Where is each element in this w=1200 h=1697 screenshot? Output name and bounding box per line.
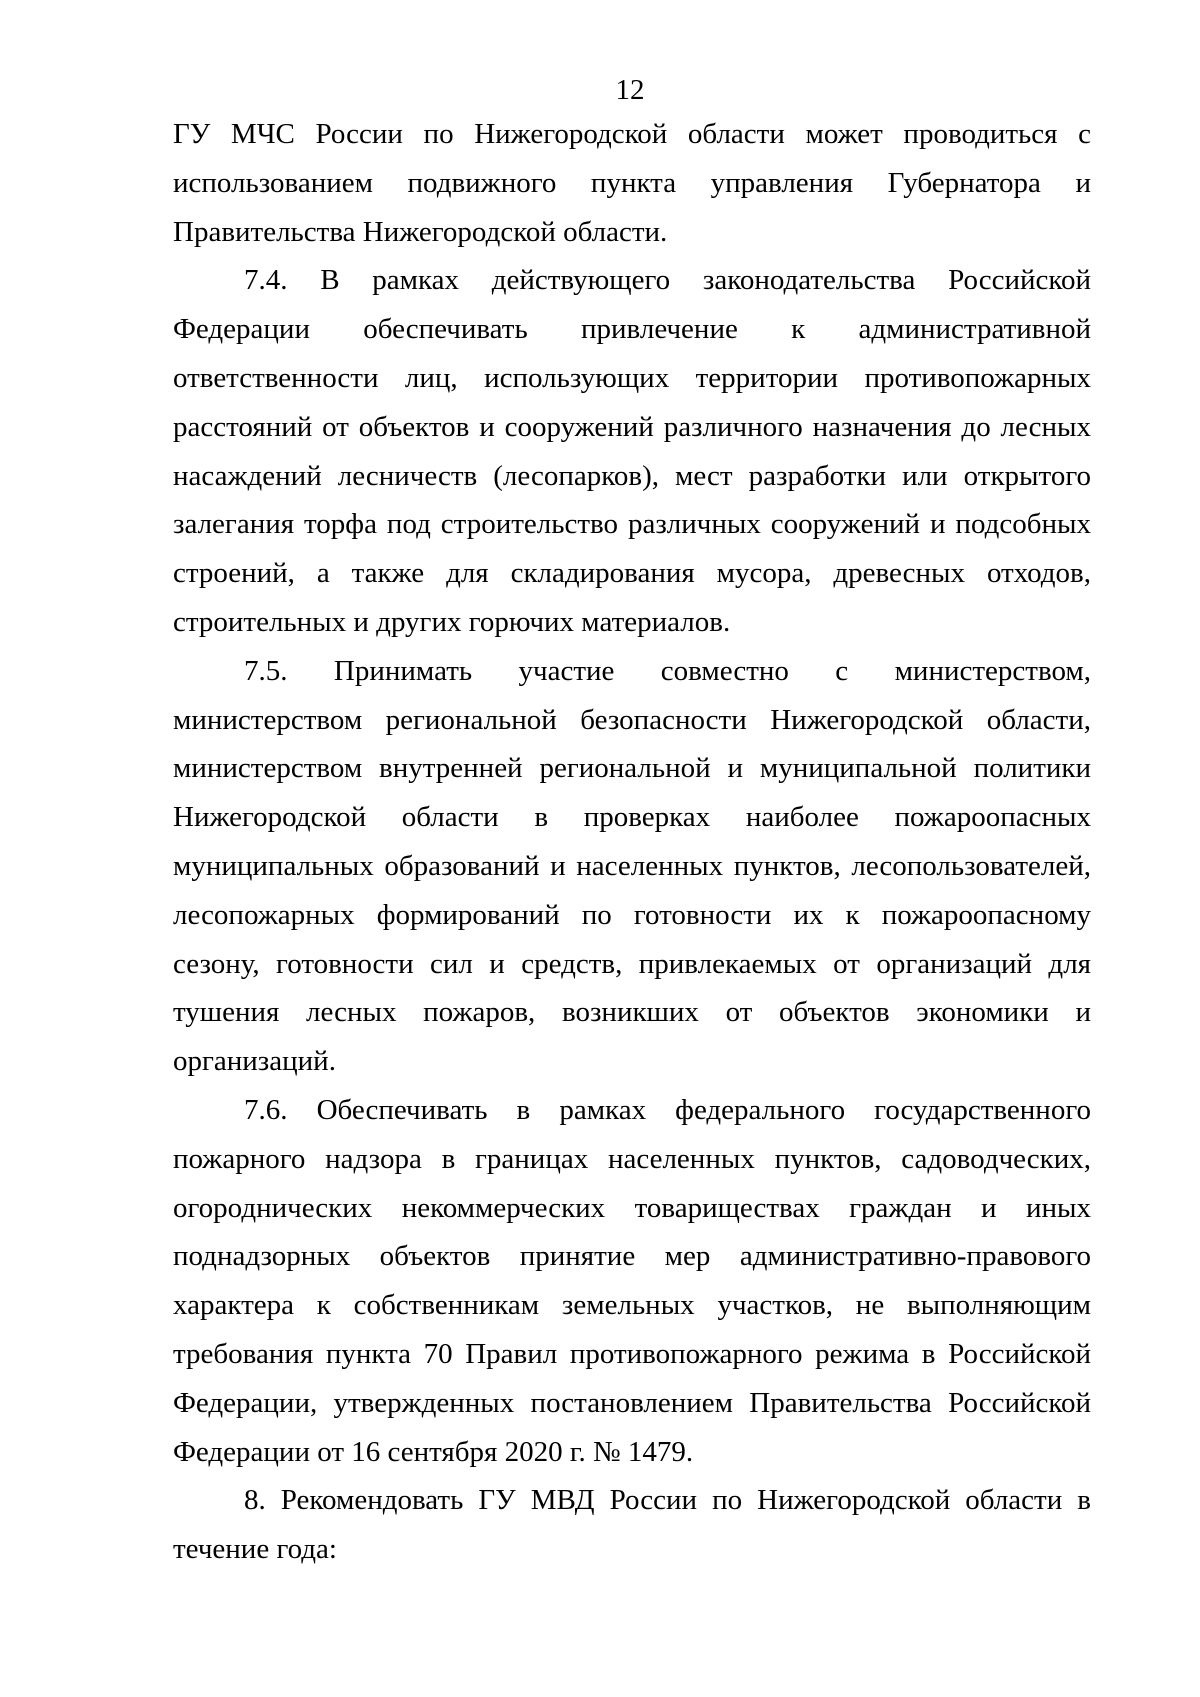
- paragraph-8: 8. Рекомендовать ГУ МВД России по Нижегородской области в течение года:: [173, 1484, 1091, 1566]
- document-body: [173, 110, 1091, 1574]
- paragraph-continuation: ГУ МЧС России по Нижегородской области может проводиться с использованием подвижного пункта управления Губернатора и Правительства Нижегородской области.: [173, 118, 1091, 248]
- paragraph-7-4: 7.4. В рамках действующего законодательства Российской Федерации обеспечивать привлечение к административной ответственности лиц, использующих территории противопожарных расстояний от объектов и сооружений различного назначения до лесных насаждений лесничеств (лесопарков), мест разработки или открытого залегания торфа под строительство различных сооружений и подсобных строений, а также для складирования мусора, древесных отходов, строительных и других горючих материалов.: [173, 264, 1091, 638]
- paragraph-7-6: 7.6. Обеспечивать в рамках федерального государственного пожарного надзора в границах населенных пунктов, садоводческих, огороднических некоммерческих товариществах граждан и иных поднадзорных объектов принятие мер административно-правового характера к собственникам земельных участков, не выполняющим требования пункта 70 Правил противопожарного режима в Российской Федерации, утвержденных постановлением Правительства Российской Федерации от 16 сентября 2020 г. № 1479.: [173, 1093, 1091, 1468]
- page-number: 12: [615, 74, 645, 106]
- paragraph-7-5: 7.5. Принимать участие совместно с министерством, министерством региональной безопасности Нижегородской области, министерством внутренней региональной и муниципальной политики Нижегородской области в проверках наиболее пожароопасных муниципальных образований и населенных пунктов, лесопользователей, лесопожарных формирований по готовности их к пожароопасному сезону, готовности сил и средств, привлекаемых от организаций для тушения лесных пожаров, возникших от объектов экономики и организаций.: [173, 654, 1091, 1078]
